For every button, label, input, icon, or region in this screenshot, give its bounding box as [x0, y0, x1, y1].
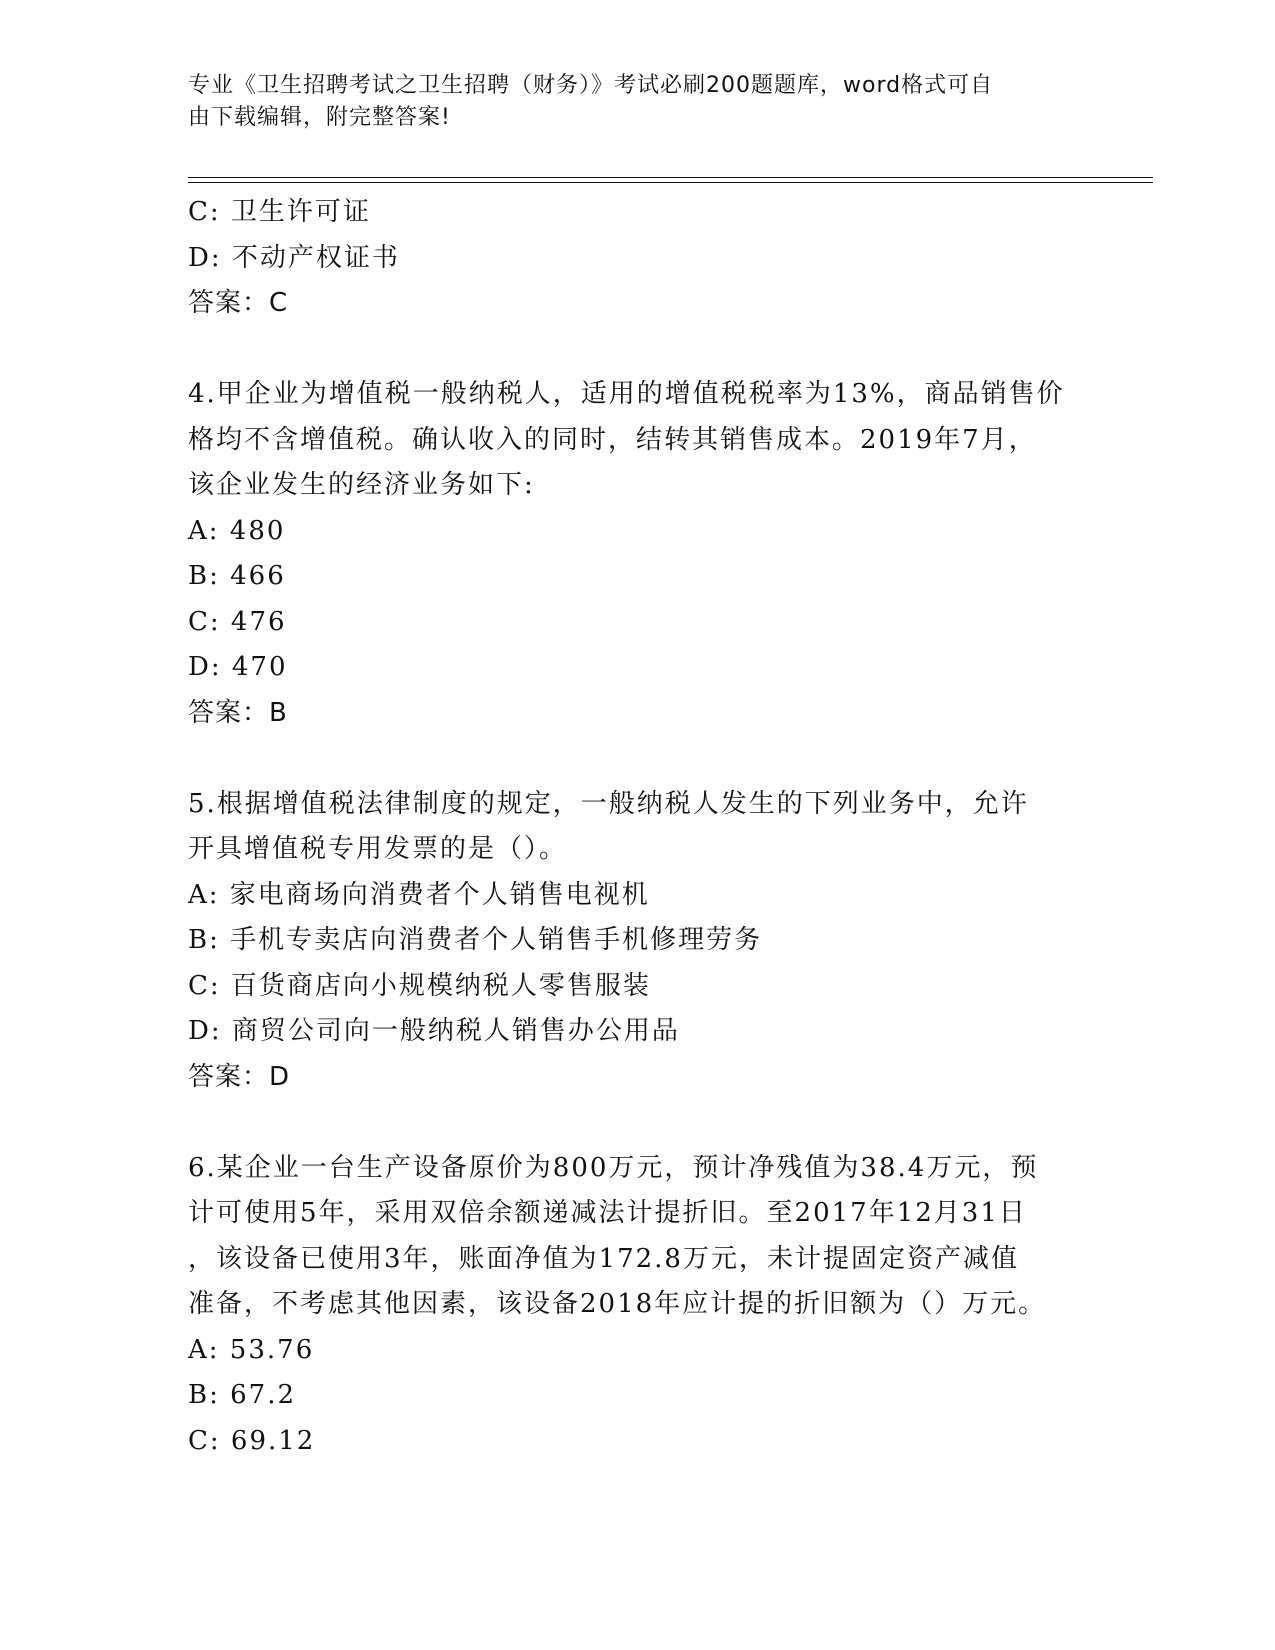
question-stem-line: 4.甲企业为增值税一般纳税人，适用的增值税税率为13%，商品销售价 [188, 379, 1065, 409]
question-3-tail [188, 190, 1088, 327]
question-stem-line: 5.根据增值税法律制度的规定，一般纳税人发生的下列业务中，允许 [188, 788, 1029, 819]
option-c: C: 百货商店向小规模纳税人零售服装 [188, 970, 651, 1001]
option-d: D: 不动产权证书 [188, 242, 400, 273]
question-stem-line: 准备，不考虑其他因素，该设备2018年应计提的折旧额为（）万元。 [188, 1289, 1047, 1319]
option-b: B: 67.2 [188, 1380, 297, 1410]
question-stem-line: 6.某企业一台生产设备原价为800万元，预计净残值为38.4万元，预 [188, 1152, 1039, 1183]
question-4 [188, 372, 1088, 736]
option-c: C: 69.12 [188, 1425, 316, 1456]
header-line-2: 由下载编辑，附完整答案! [188, 105, 451, 130]
question-6 [188, 1146, 1088, 1465]
question-stem-line: 格均不含增值税。确认收入的同时，结转其销售成本。2019年7月， [188, 424, 1037, 455]
header-rule-bottom [188, 182, 1153, 183]
option-d: D: 商贸公司向一般纳税人销售办公用品 [188, 1016, 680, 1046]
answer: 答案：B [188, 697, 288, 728]
option-a: A: 家电商场向消费者个人销售电视机 [188, 879, 650, 910]
question-stem-line: 该企业发生的经济业务如下: [188, 470, 535, 500]
option-a: A: 480 [188, 515, 286, 546]
question-stem-line: ，该设备已使用3年，账面净值为172.8万元，未计提固定资产减值 [188, 1243, 1019, 1274]
option-c: C: 卫生许可证 [188, 197, 371, 227]
question-stem-line: 计可使用5年，采用双倍余额递减法计提折旧。至2017年12月31日 [188, 1198, 1027, 1228]
header-line-1: 专业《卫生招聘考试之卫生招聘（财务）》考试必刷200题题库，word格式可自 [188, 73, 994, 98]
header-rule-top [188, 177, 1153, 178]
spacer [188, 736, 1088, 782]
answer: 答案：C [188, 288, 289, 318]
option-c: C: 476 [188, 606, 287, 637]
question-list [188, 190, 1088, 1464]
document-header [188, 70, 1088, 134]
option-a: A: 53.76 [188, 1334, 315, 1365]
question-5 [188, 782, 1088, 1101]
option-b: B: 手机专卖店向消费者个人销售手机修理劳务 [188, 925, 763, 955]
spacer [188, 327, 1088, 373]
option-d: D: 470 [188, 652, 288, 682]
answer: 答案：D [188, 1061, 291, 1092]
option-b: B: 466 [188, 561, 286, 591]
spacer [188, 1100, 1088, 1146]
question-stem-line: 开具增值税专用发票的是（）。 [188, 834, 568, 864]
